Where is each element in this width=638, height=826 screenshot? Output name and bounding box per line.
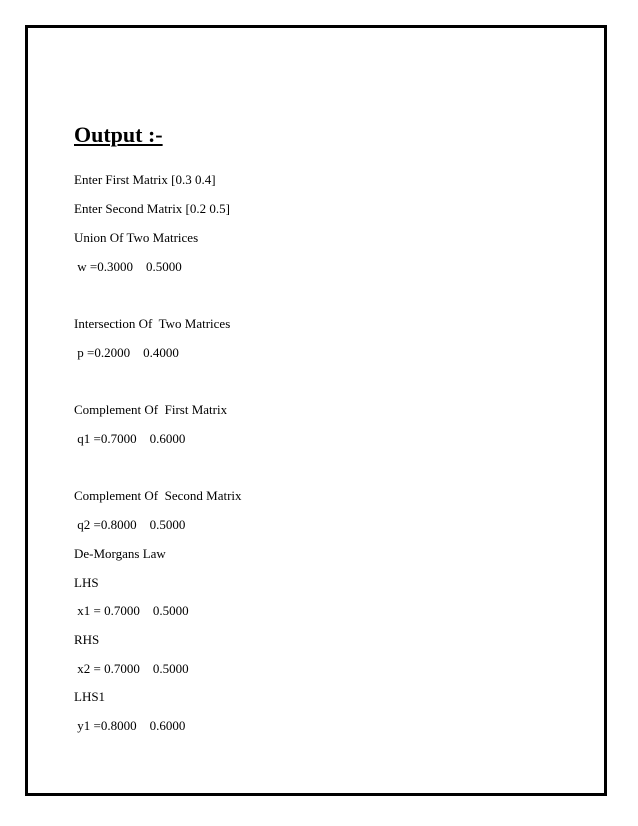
line-intersection-label: Intersection Of Two Matrices [74,316,231,331]
line-complement-second-label: Complement Of Second Matrix [74,488,242,503]
line-complement-second-result: q2 =0.8000 0.5000 [74,517,186,532]
line-complement-first-label: Complement Of First Matrix [74,402,228,417]
line-enter-second-matrix: Enter Second Matrix [0.2 0.5] [74,201,230,216]
line-lhs-label: LHS [74,575,99,590]
line-complement-first-result: q1 =0.7000 0.6000 [74,431,186,446]
line-intersection-result: p =0.2000 0.4000 [74,345,179,360]
line-de-morgans-law: De-Morgans Law [74,546,166,561]
line-union-label: Union Of Two Matrices [74,230,199,245]
line-enter-first-matrix: Enter First Matrix [0.3 0.4] [74,172,216,187]
line-union-result: w =0.3000 0.5000 [74,259,182,274]
line-lhs-result: x1 = 0.7000 0.5000 [74,603,189,618]
line-lhs1-label: LHS1 [74,689,106,704]
line-lhs1-result: y1 =0.8000 0.6000 [74,718,186,733]
line-rhs-label: RHS [74,632,100,647]
line-rhs-result: x2 = 0.7000 0.5000 [74,661,189,676]
output-heading: Output :- [74,122,163,147]
